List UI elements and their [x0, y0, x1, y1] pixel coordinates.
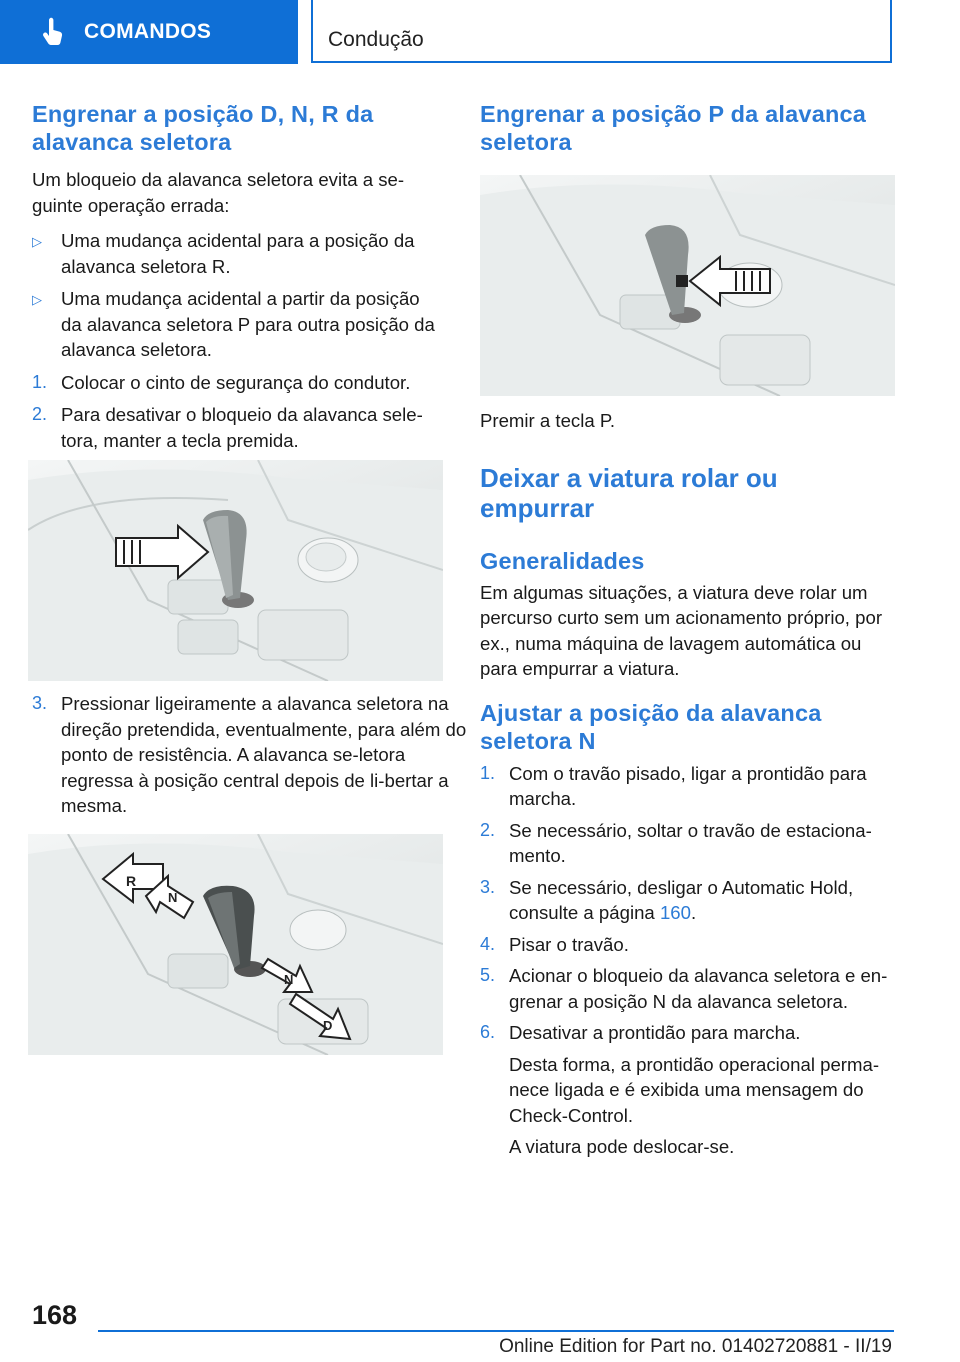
list-item: 3. Pressionar ligeiramente a alavanca seletora na direção pretendida, eventualmente, para além do ponto de resistência. A alavanca se-letora regressa à posição central depois de li-bertar a mesma. — [32, 693, 467, 816]
list-item: 1. Colocar o cinto de segurança do condutor. — [32, 371, 411, 393]
gear-lever-directions-image — [28, 834, 443, 1055]
footer-divider — [98, 1330, 894, 1332]
page-number: 168 — [32, 1300, 78, 1330]
list-item: 5. Acionar o bloqueio da alavanca seletora e en-grenar a posição N da alavanca seletora. — [480, 965, 888, 1012]
right-column — [480, 100, 896, 1160]
edition-text: Online Edition for Part no. 01402720881 - II/19 — [499, 1336, 892, 1357]
p-button-image — [480, 175, 895, 396]
after-step-text: Desta forma, a prontidão operacional perma-nece ligada e é exibida uma mensagem do Check-Control. — [509, 1053, 880, 1126]
triangle-bullet-icon: ▷ — [32, 292, 42, 307]
position-n-label-lower: N — [284, 972, 294, 987]
subheading-neutral: Ajustar a posição da alavanca seletora N — [480, 699, 822, 754]
position-d-label: D — [323, 1018, 333, 1033]
position-r-label: R — [126, 873, 137, 889]
list-item: ▷ Uma mudança acidental a partir da posição da alavanca seletora P para outra posição da alavanca seletora. — [32, 288, 435, 360]
left-intro: Um bloqueio da alavanca seletora evita a se-guinte operação errada: — [32, 169, 405, 216]
list-item: ▷ Uma mudança acidental para a posição da alavanca seletora R. — [32, 230, 415, 277]
position-n-label-upper: N — [168, 890, 178, 905]
list-item: 2. Se necessário, soltar o travão de estaciona-mento. — [480, 819, 872, 866]
p-caption: Premir a tecla P. — [480, 410, 616, 431]
section-title: Deixar a viatura rolar ou empurrar — [480, 462, 778, 523]
chapter-header — [311, 0, 892, 63]
subheading-generalities: Generalidades — [480, 547, 645, 574]
after-step-text: A viatura pode deslocar-se. — [509, 1136, 735, 1157]
page-link[interactable]: 160 — [659, 902, 691, 923]
list-item: 4. Pisar o travão. — [480, 933, 629, 955]
right-heading: Engrenar a posição P da alavanca seletora — [480, 101, 867, 155]
triangle-bullet-icon: ▷ — [32, 234, 42, 249]
section-label: COMANDOS — [84, 20, 212, 43]
list-item: 1. Com o travão pisado, ligar a prontidão para marcha. — [480, 762, 867, 809]
list-item: 6. Desativar a prontidão para marcha. — [480, 1022, 801, 1043]
list-item: 3. Se necessário, desligar o Automatic Hold, consulte a página 160. — [480, 876, 854, 923]
section-tab[interactable] — [0, 0, 298, 64]
generalities-text: Em algumas situações, a viatura deve rolar um percurso curto sem um acionamento próprio, por ex., numa máquina de lavagem automática ou para empurrar a viatura. — [480, 581, 883, 679]
left-column — [32, 100, 467, 1033]
chapter-title: Condução — [328, 28, 424, 51]
left-heading: Engrenar a posição D, N, R da alavanca seletora — [32, 101, 374, 155]
list-item: 2. Para desativar o bloqueio da alavanca sele-tora, manter a tecla premida. — [32, 404, 423, 451]
gear-lever-button-image — [28, 460, 443, 681]
hand-pointer-icon — [38, 17, 68, 47]
